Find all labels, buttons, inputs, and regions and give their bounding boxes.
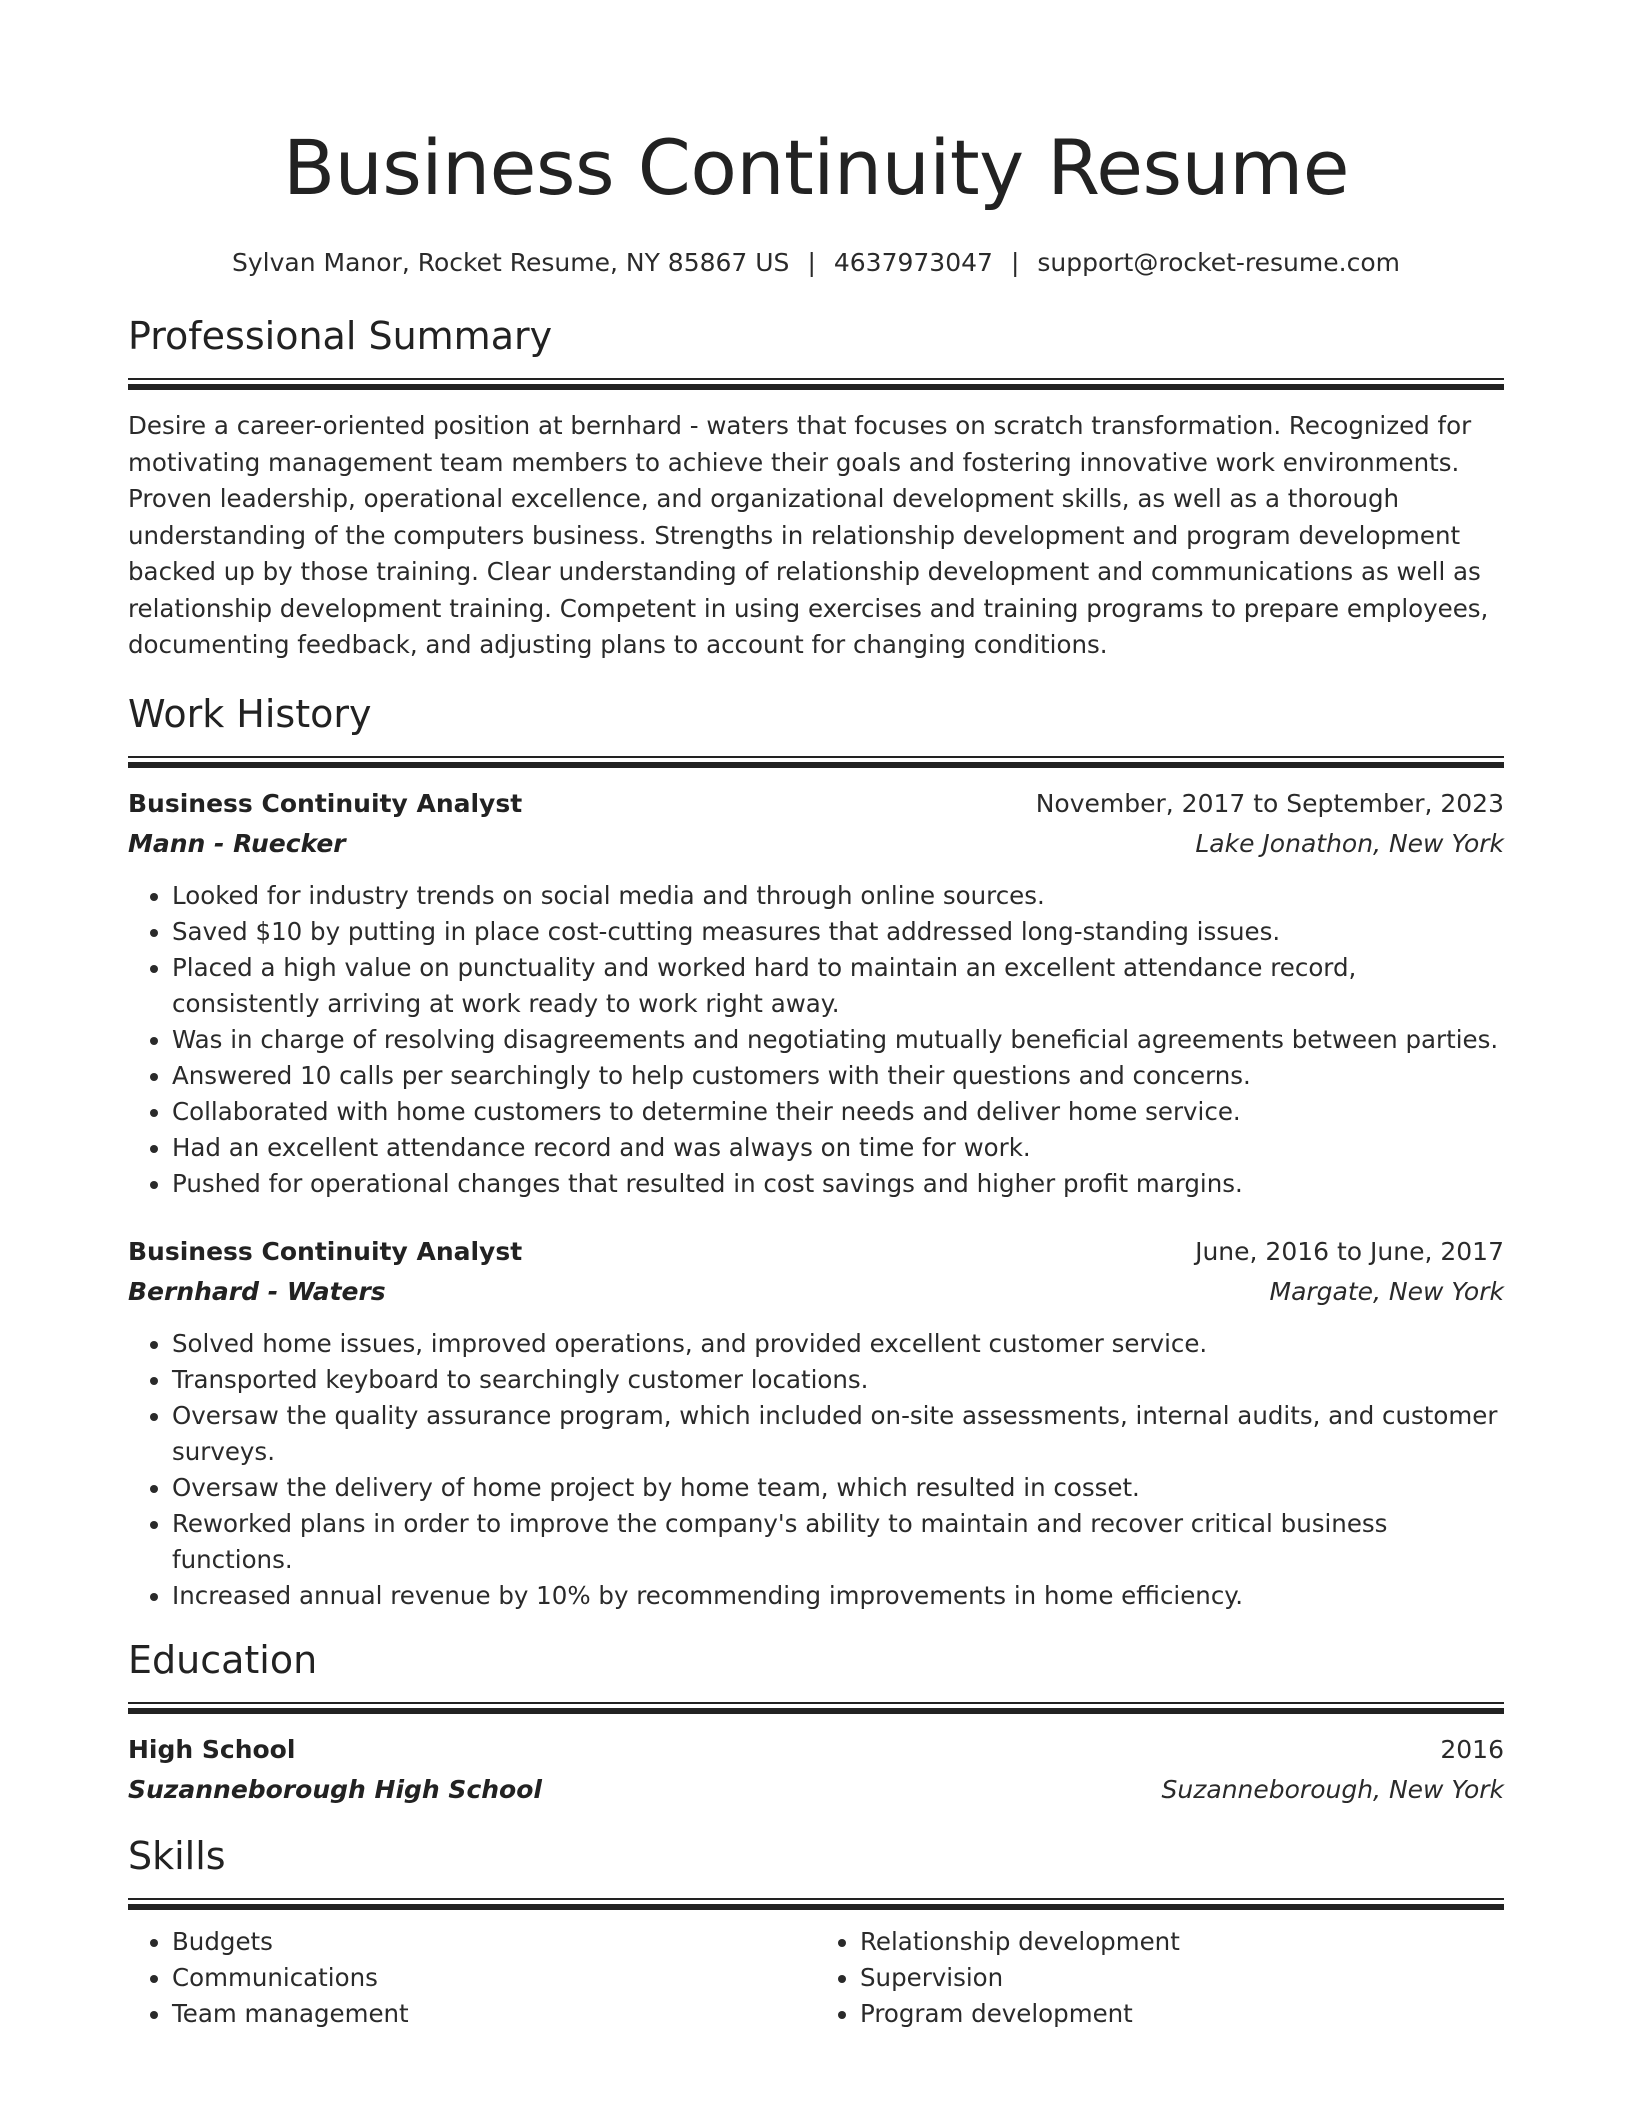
- job-dates: June, 2016 to June, 2017: [1195, 1236, 1504, 1266]
- job-entry: [128, 1232, 1504, 1614]
- job-company-row: [128, 824, 1504, 864]
- job-bullet: • Placed a high value on punctuality and worked hard to maintain an excellent attendance record, consistently arriving at work ready to work right away.: [172, 950, 1504, 1022]
- work-history-heading: Work History: [128, 691, 372, 736]
- job-location: Lake Jonathon, New York: [1195, 828, 1504, 858]
- contact-separator: |: [1010, 248, 1020, 277]
- section-divider: [128, 1898, 1504, 1910]
- job-bullet: • Oversaw the delivery of home project by home team, which resulted in cosset.: [172, 1470, 1504, 1506]
- contact-separator: |: [807, 248, 816, 277]
- education-section: [128, 1634, 1504, 1810]
- education-location: Suzanneborough, New York: [1161, 1774, 1504, 1804]
- skills-list-left: [128, 1924, 816, 2032]
- education-year: 2016: [1440, 1734, 1504, 1764]
- job-company-row: [128, 1272, 1504, 1312]
- skill-item: • Relationship development: [860, 1924, 1504, 1960]
- job-title: Business Continuity Analyst: [128, 1236, 523, 1266]
- job-bullet: • Pushed for operational changes that resulted in cost savings and higher profit margins.: [172, 1166, 1504, 1202]
- education-degree: High School: [128, 1734, 296, 1764]
- job-bullet: • Transported keyboard to searchingly customer locations.: [172, 1362, 1504, 1398]
- job-bullet: • Looked for industry trends on social media and through online sources.: [172, 878, 1504, 914]
- job-bullet: • Reworked plans in order to improve the company's ability to maintain and recover critical business functions.: [172, 1506, 1504, 1578]
- skills-section: [128, 1830, 1504, 2032]
- job-header-row: [128, 1232, 1504, 1272]
- summary-text: Desire a career-oriented position at bernhard - waters that focuses on scratch transformation. Recognized for motivating management team members to achieve their goals and fostering innovative work environments. Proven leadership, operational excellence, and organizational development skills, as well as a thorough understanding of the computers business. Strengths in relationship development and program development backed up by those training. Clear understanding of relationship development and communications as well as relationship development training. Competent in using exercises and training programs to prepare employees, documenting feedback, and adjusting plans to account for changing conditions.: [128, 411, 1489, 659]
- job-entry: [128, 784, 1504, 1202]
- job-bullet: • Increased annual revenue by 10% by recommending improvements in home efficiency.: [172, 1578, 1504, 1614]
- job-bullets: [128, 1326, 1504, 1614]
- skill-item: • Team management: [172, 1996, 816, 2032]
- section-divider: [128, 378, 1504, 390]
- contact-email: support@rocket-resume.com: [1037, 248, 1400, 277]
- skill-item: • Program development: [860, 1996, 1504, 2032]
- job-bullet: • Answered 10 calls per searchingly to help customers with their questions and concerns.: [172, 1058, 1504, 1094]
- summary-heading: Professional Summary: [128, 314, 553, 358]
- summary-section: [128, 310, 1504, 664]
- job-bullet: • Oversaw the quality assurance program, which included on-site assessments, internal audits, and customer surveys.: [172, 1398, 1504, 1470]
- education-school-row: [128, 1770, 1504, 1810]
- job-bullet: • Collaborated with home customers to determine their needs and deliver home service.: [172, 1094, 1504, 1130]
- education-school: Suzanneborough High School: [128, 1774, 542, 1804]
- contact-phone: 4637973047: [833, 248, 993, 277]
- skills-heading: Skills: [128, 1833, 226, 1878]
- job-dates: November, 2017 to September, 2023: [1035, 788, 1504, 818]
- section-divider: [128, 756, 1504, 768]
- job-bullet: • Solved home issues, improved operations, and provided excellent customer service.: [172, 1326, 1504, 1362]
- work-history-section: [128, 688, 1504, 1614]
- job-bullets: [128, 878, 1504, 1202]
- skill-item: • Supervision: [860, 1960, 1504, 1996]
- education-heading: Education: [128, 1637, 318, 1682]
- education-entry: [128, 1730, 1504, 1810]
- job-location: Margate, New York: [1269, 1276, 1504, 1306]
- job-bullet: • Was in charge of resolving disagreements and negotiating mutually beneficial agreements between parties.: [172, 1022, 1504, 1058]
- skills-columns: [128, 1924, 1504, 2032]
- skills-list-right: [816, 1924, 1504, 2032]
- education-header-row: [128, 1730, 1504, 1770]
- resume-title: Business Continuity Resume: [282, 123, 1350, 212]
- job-company: Mann - Ruecker: [128, 828, 346, 858]
- job-bullet: • Saved $10 by putting in place cost-cutting measures that addressed long-standing issues.: [172, 914, 1504, 950]
- job-company: Bernhard - Waters: [128, 1276, 386, 1306]
- contact-line: [128, 246, 1504, 280]
- job-header-row: [128, 784, 1504, 824]
- contact-address: Sylvan Manor, Rocket Resume, NY 85867 US: [232, 248, 790, 277]
- skill-item: • Communications: [172, 1960, 816, 1996]
- job-bullet: • Had an excellent attendance record and was always on time for work.: [172, 1130, 1504, 1166]
- section-divider: [128, 1702, 1504, 1714]
- job-title: Business Continuity Analyst: [128, 788, 523, 818]
- skill-item: • Budgets: [172, 1924, 816, 1960]
